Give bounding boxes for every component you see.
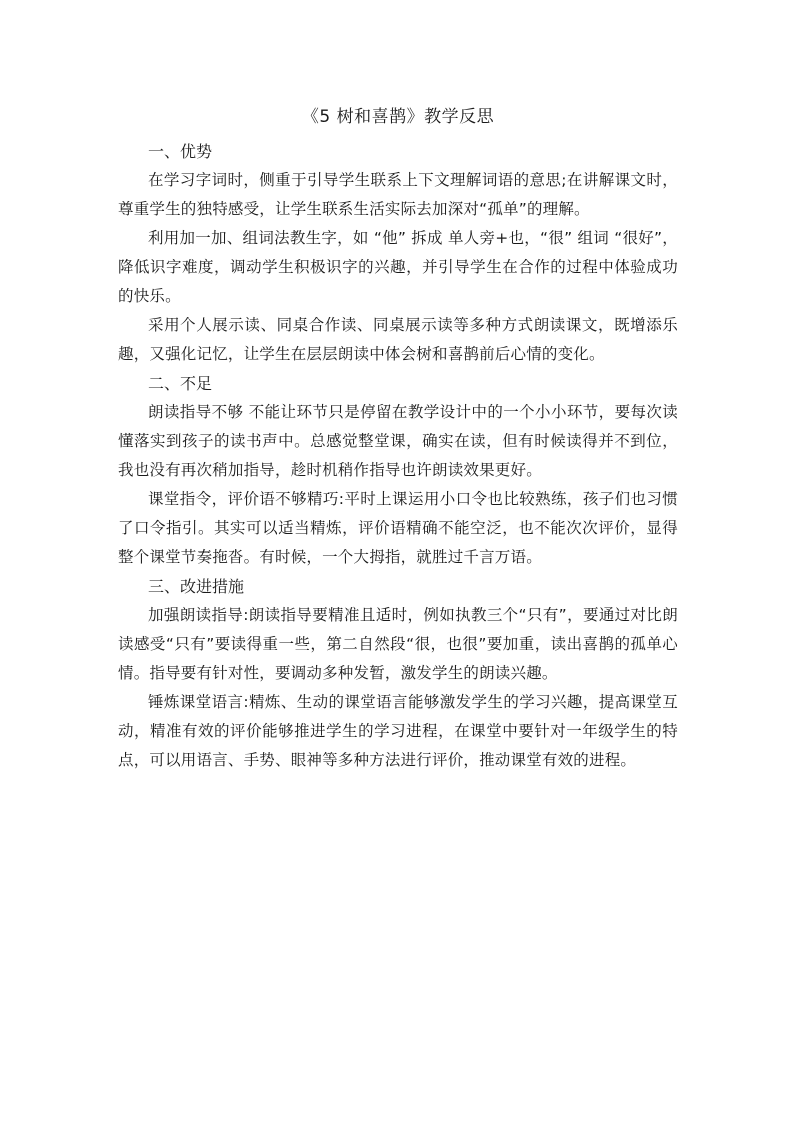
section-shortcomings [118,369,678,572]
section-heading: 一、优势 [148,142,213,161]
section-heading: 三、改进措施 [148,577,245,596]
paragraph: 加强朗读指导:朗读指导要精准且适时，例如执教三个“只有”，要通过对比朗读感受“只有”要读得重一些，第二自然段“很，也很”要加重，读出喜鹊的孤单心情。指导要有针对性，要调动多种发暂，激发学生的朗读兴趣。 [118,606,678,682]
paragraph: 朗读指导不够 不能让环节只是停留在教学设计中的一个小小环节，要每次读懂落实到孩子的读书声中。总感觉整堂课，确实在读，但有时候读得并不到位，我也没有再次稍加指导，趁时机稍作指导也许朗读效果更好。 [118,403,678,479]
document-title: 《5 树和喜鹊》教学反思 [301,107,495,127]
paragraph: 课堂指令，评价语不够精巧:平时上课运用小口令也比较熟练，孩子们也习惯了口令指引。其实可以适当精炼，评价语精确不能空泛，也不能次次评价，显得整个课堂节奏拖沓。有时候，一个大拇指，就胜过千言万语。 [118,490,678,566]
paragraph: 锤炼课堂语言:精炼、生动的课堂语言能够激发学生的学习兴趣，提高课堂互动，精准有效的评价能够推进学生的学习进程，在课堂中要针对一年级学生的特点，可以用语言、手势、眼神等多种方法进行评价，推动课堂有效的进程。 [118,693,678,769]
paragraph: 在学习字词时，侧重于引导学生联系上下文理解词语的意思;在讲解课文时，尊重学生的独特感受，让学生联系生活实际去加深对“孤单”的理解。 [118,171,678,218]
section-improvements [118,572,678,775]
section-strengths [118,137,678,369]
paragraph: 采用个人展示读、同桌合作读、同桌展示读等多种方式朗读课文，既增添乐趣，又强化记忆，让学生在层层朗读中体会树和喜鹊前后心情的变化。 [118,316,678,363]
paragraph: 利用加一加、组词法教生字，如 “他” 拆成 单人旁+也，“很” 组词 “很好”，降低识字难度，调动学生积极识字的兴趣，并引导学生在合作的过程中体验成功的快乐。 [118,229,678,305]
section-heading: 二、不足 [148,374,213,393]
document-body [118,102,678,775]
